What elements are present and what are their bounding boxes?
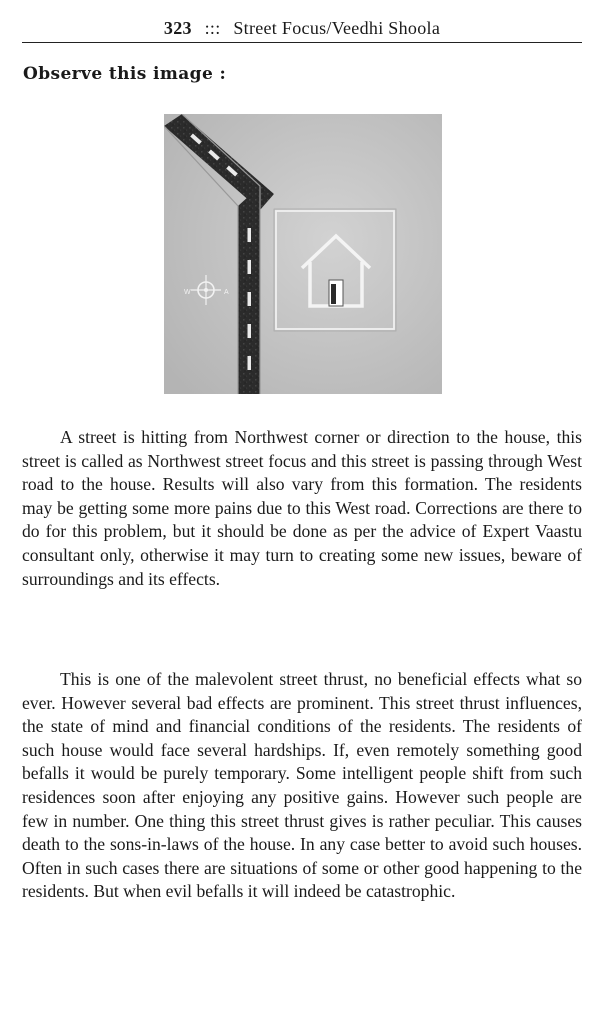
header-separator: ::: — [204, 18, 221, 38]
compass-east-letter: A — [224, 289, 229, 296]
paragraph-1: A street is hitting from Northwest corner or direction to the house, this street is called as Northwest street focus and this street is passing through West road to the house. Results will also vary from this formation. The residents may be getting some more pains due to this West road. Corrections are there to do for this problem, but it should be done as per the advice of Expert Vaastu consultant only, otherwise it may turn to creating some new issues, beware of surroundings and its effects. — [22, 427, 582, 589]
street-focus-illustration — [164, 114, 442, 394]
paragraph-2: This is one of the malevolent street thrust, no beneficial effects what so ever. However several bad effects are prominent. This street thrust influences, the state of mind and financial conditions of the residents. The residents of such house would face several hardships. If, even remotely something good befalls it would be purely temporary. Some intelligent people shift from such residences soon after enjoying any positive gains. However such people are few in number. One thing this street thrust gives is rather peculiar. This causes death to the sons-in-laws of the house. In any case better to avoid such houses. Often in such cases there are situations of some or other good happening to the residents. But when evil befalls it will indeed be catastrophic. — [22, 669, 582, 902]
running-title: Street Focus/Veedhi Shoola — [233, 18, 441, 38]
section-heading: Observe this image : — [23, 64, 227, 84]
page-number: 323 — [163, 18, 192, 38]
compass-west-letter: W — [184, 289, 191, 296]
street-focus-figure — [164, 114, 442, 394]
page-header — [22, 14, 582, 43]
